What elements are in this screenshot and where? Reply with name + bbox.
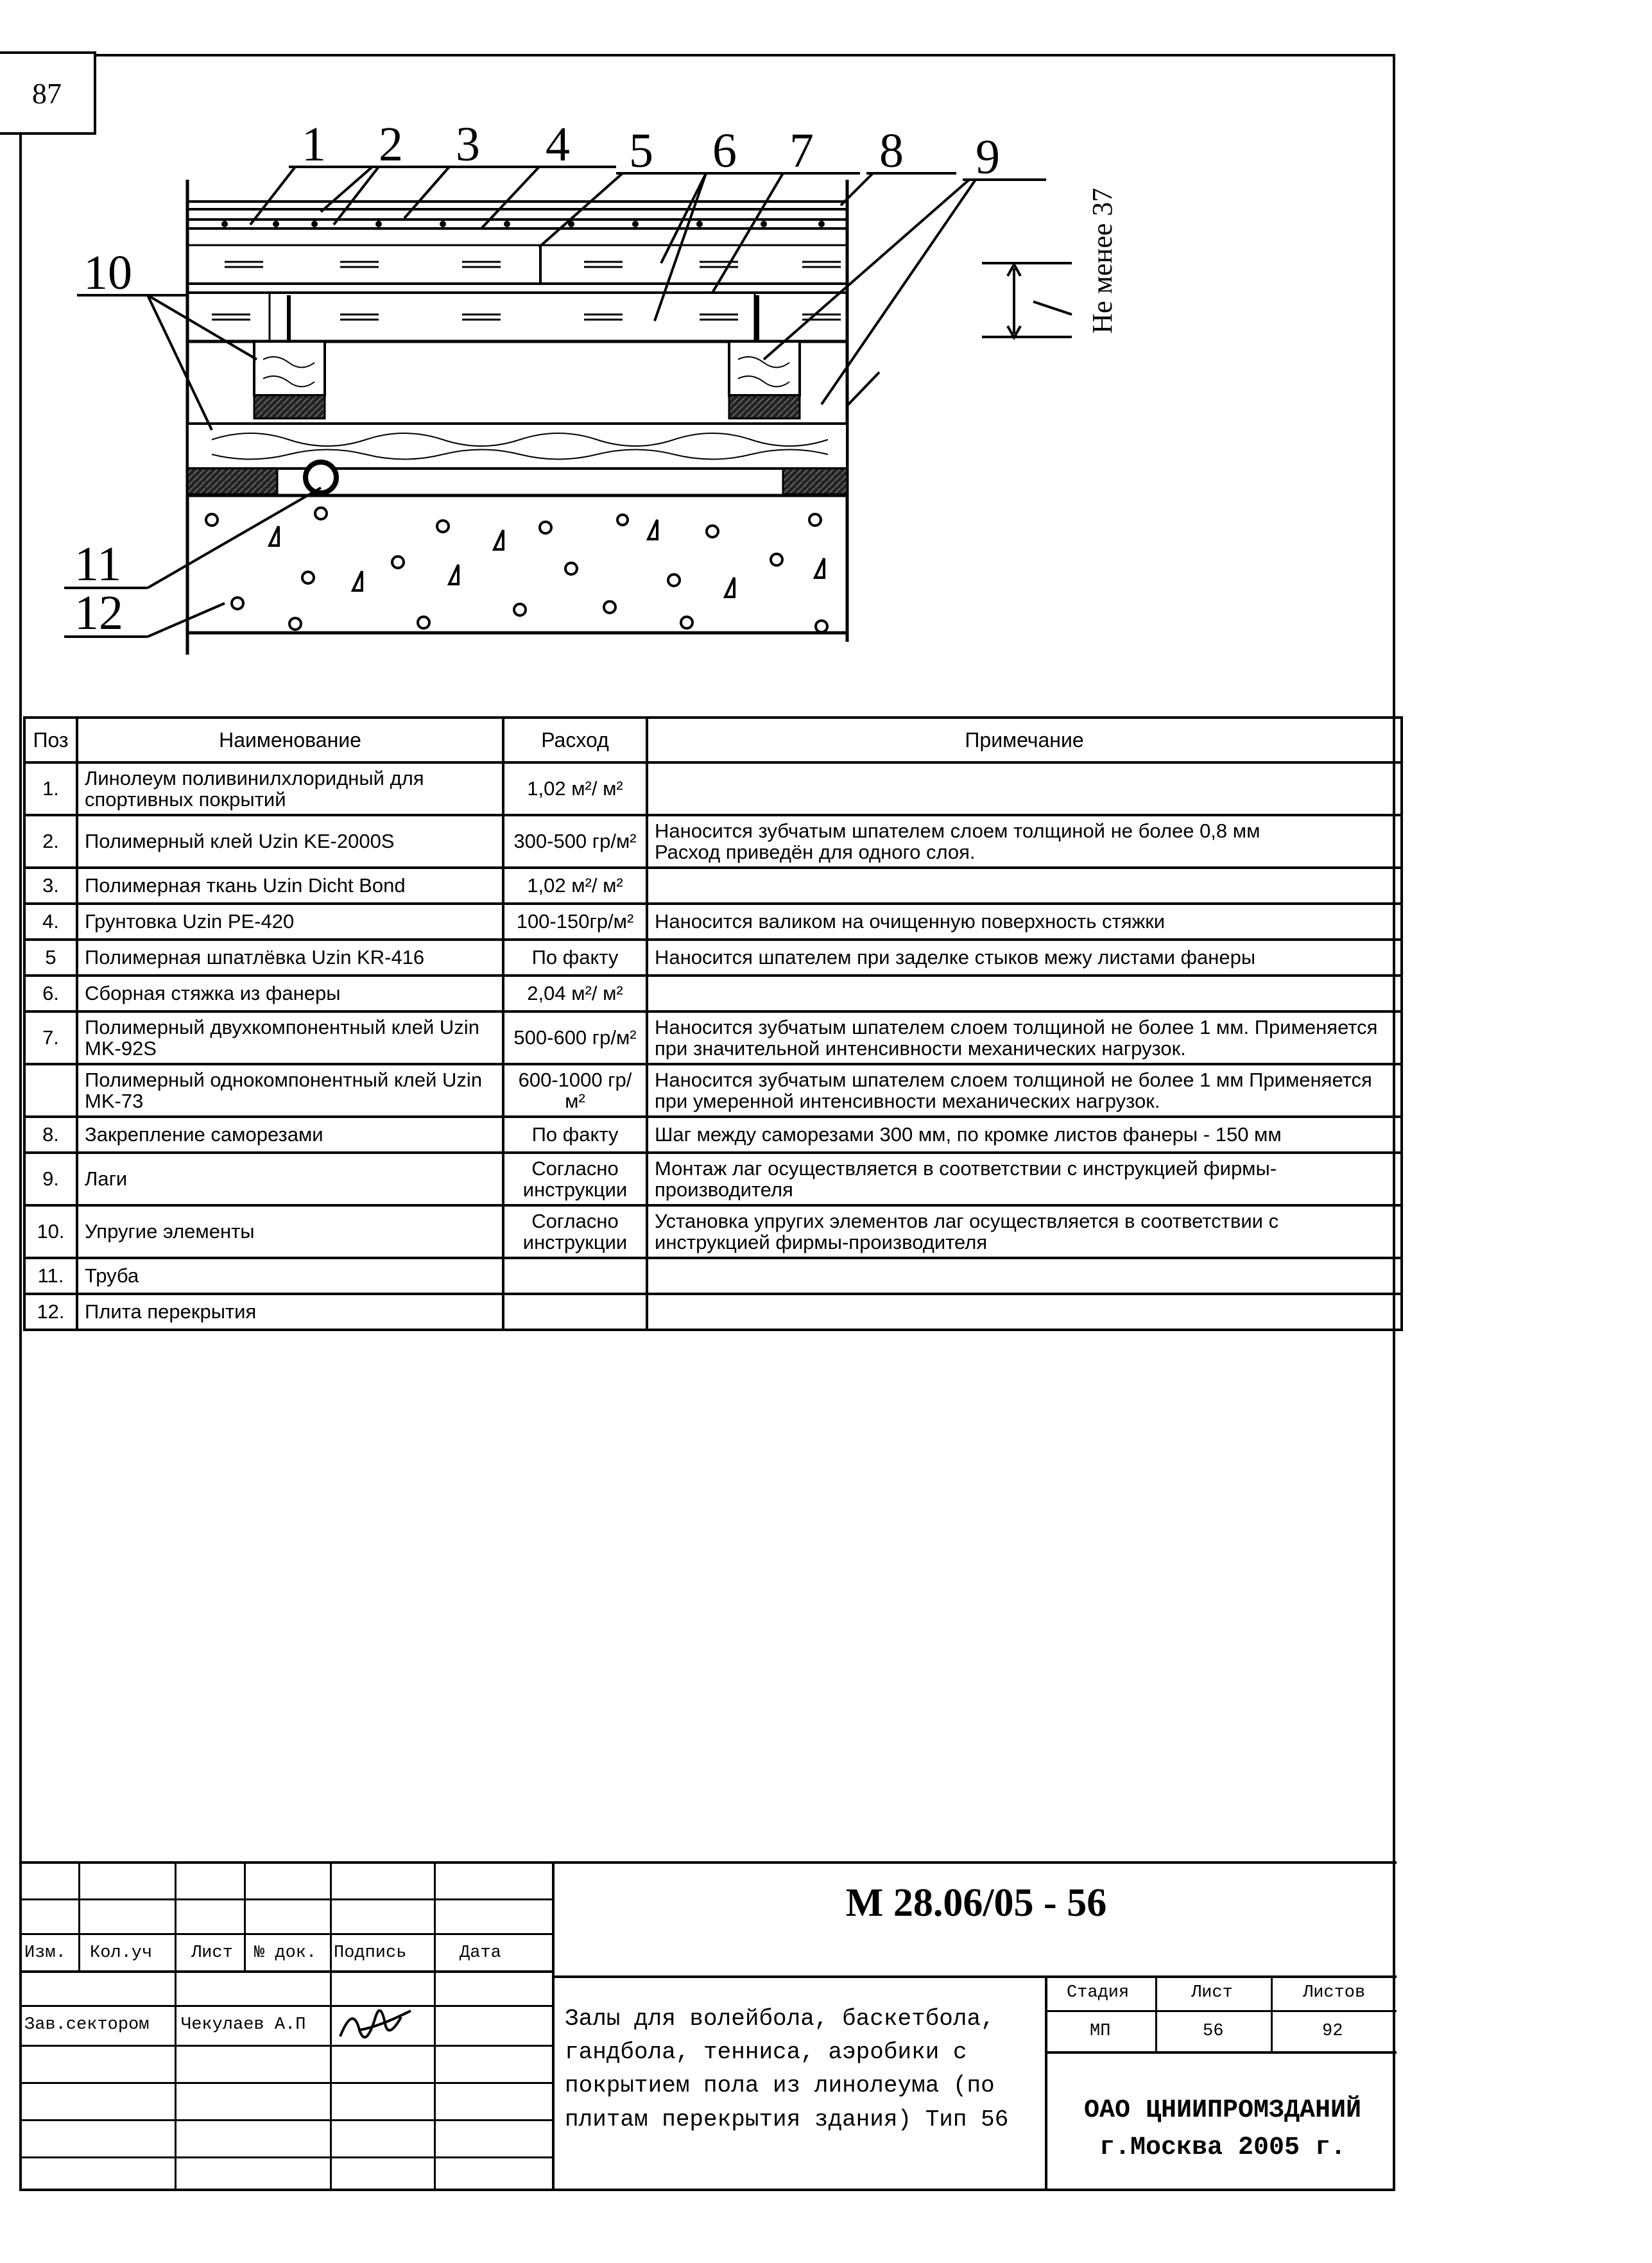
table-body: [24, 762, 1402, 1330]
row-rate: 1,02 м²/ м²: [503, 868, 647, 904]
table-row: [24, 815, 1402, 868]
row-pos: 3.: [24, 868, 77, 904]
organization: [1046, 2092, 1399, 2167]
row-note: Наносится шпателем при заделке стыков межу листами фанеры: [647, 940, 1402, 976]
row-rate: [503, 1294, 647, 1330]
row-pos: 6.: [24, 976, 77, 1011]
org-name: ОАО ЦНИИПРОМЗДАНИЙ: [1083, 2096, 1362, 2125]
row-note: Шаг между саморезами 300 мм, по кромке листов фанеры - 150 мм: [647, 1117, 1402, 1153]
row-pos: 8.: [24, 1117, 77, 1153]
header-name: Наименование: [77, 718, 503, 762]
callout-8: 8: [879, 124, 904, 178]
drawing-title: Залы для волейбола, баскетбола, гандбола, тенниса, аэробики с покрытием пола из линолеума (по плитам перекрытия здания) Тип 56: [565, 2006, 1009, 2133]
row-note: [647, 762, 1402, 815]
callout-3: 3: [456, 117, 480, 171]
callout-12: 12: [74, 586, 123, 640]
table-header-row: [24, 718, 1402, 762]
row-rate: 1,02 м²/ м²: [503, 762, 647, 815]
row-pos: 5: [24, 940, 77, 976]
row-name: Труба: [77, 1258, 503, 1294]
row-note: [647, 1258, 1402, 1294]
callout-10: 10: [83, 246, 132, 300]
row-note: Наносится зубчатым шпателем слоем толщиной не более 1 мм Применяется при умеренной интенсивности механических нагрузок.: [647, 1064, 1402, 1117]
table-row: [24, 940, 1402, 976]
row-name: Грунтовка Uzin PE-420: [77, 904, 503, 940]
sheets-label: Листов: [1303, 1983, 1366, 2002]
table-row: [24, 1294, 1402, 1330]
col-podpis-label: Подпись: [334, 1943, 407, 1963]
row-pos: 11.: [24, 1258, 77, 1294]
callout-1: 1: [302, 117, 326, 171]
table-row: [24, 1153, 1402, 1205]
row-note: [647, 1294, 1402, 1330]
table-row: [24, 1258, 1402, 1294]
col-list-label: Лист: [191, 1943, 233, 1963]
row-pos: 4.: [24, 904, 77, 940]
stage-value: МП: [1090, 2022, 1111, 2041]
row-name: Линолеум поливинилхлоридный для спортивных покрытий: [77, 762, 503, 815]
row-name: Полимерный клей Uzin KE-2000S: [77, 815, 503, 868]
row-name: Упругие элементы: [77, 1205, 503, 1258]
row-rate: 600-1000 гр/м²: [503, 1064, 647, 1117]
row-note: Монтаж лаг осуществляется в соответствии с инструкцией фирмы-производителя: [647, 1153, 1402, 1205]
row-rate: [503, 1258, 647, 1294]
table-row: [24, 1011, 1402, 1064]
row-name: Полимерный однокомпонентный клей Uzin MK-73: [77, 1064, 503, 1117]
document-code: М 28.06/05 - 56: [845, 1881, 1107, 1925]
row-note: Наносится валиком на очищенную поверхность стяжки: [647, 904, 1402, 940]
person-name: Чекулаев А.П: [181, 2015, 306, 2035]
row-rate: По факту: [503, 1117, 647, 1153]
callout-2: 2: [379, 117, 403, 171]
specification-table: [23, 716, 1403, 1331]
page-number: 87: [0, 51, 96, 135]
row-rate: Согласно инструкции: [503, 1153, 647, 1205]
row-name: Полимерная шпатлёвка Uzin KR-416: [77, 940, 503, 976]
row-rate: Согласно инструкции: [503, 1205, 647, 1258]
row-name: Закрепление саморезами: [77, 1117, 503, 1153]
dimension-label: Не менее 37: [1087, 187, 1118, 334]
sheet-label: Лист: [1191, 1983, 1233, 2002]
col-izm-label: Изм.: [24, 1943, 66, 1963]
table-row: [24, 976, 1402, 1011]
stage-label: Стадия: [1067, 1983, 1130, 2002]
header-note: Примечание: [647, 718, 1402, 762]
row-pos: 12.: [24, 1294, 77, 1330]
row-pos: 9.: [24, 1153, 77, 1205]
row-name: Полимерная ткань Uzin Dicht Bond: [77, 868, 503, 904]
sheet-value: 56: [1203, 2022, 1224, 2041]
row-note: [647, 868, 1402, 904]
role-label: Зав.сектором: [24, 2015, 150, 2035]
row-rate: 500-600 гр/м²: [503, 1011, 647, 1064]
row-rate: 2,04 м²/ м²: [503, 976, 647, 1011]
row-note: Наносится зубчатым шпателем слоем толщиной не более 1 мм. Применяется при значительной интенсивности механических нагрузок.: [647, 1011, 1402, 1064]
row-name: Плита перекрытия: [77, 1294, 503, 1330]
callout-4: 4: [546, 117, 570, 171]
callout-7: 7: [789, 124, 814, 178]
col-kol-label: Кол.уч: [90, 1943, 153, 1963]
row-rate: 100-150гр/м²: [503, 904, 647, 940]
callout-9: 9: [976, 130, 1000, 184]
header-rate: Расход: [503, 718, 647, 762]
table-row: [24, 1117, 1402, 1153]
col-ndok-label: № док.: [254, 1943, 317, 1963]
header-pos: Поз: [24, 718, 77, 762]
col-data-label: Дата: [460, 1943, 501, 1963]
row-name: Сборная стяжка из фанеры: [77, 976, 503, 1011]
row-name: Лаги: [77, 1153, 503, 1205]
signature: [334, 2001, 424, 2046]
table-row: [24, 1205, 1402, 1258]
row-note: Наносится зубчатым шпателем слоем толщиной не более 0,8 мм Расход приведён для одного слоя.: [647, 815, 1402, 868]
table-row: [24, 868, 1402, 904]
org-city-year: г.Москва 2005 г.: [1099, 2133, 1347, 2162]
row-pos: [24, 1064, 77, 1117]
callout-6: 6: [712, 124, 737, 178]
table-row: [24, 904, 1402, 940]
row-pos: 10.: [24, 1205, 77, 1258]
callout-5: 5: [629, 124, 653, 178]
row-rate: По факту: [503, 940, 647, 976]
floor-section-drawing: [19, 103, 1395, 680]
row-rate: 300-500 гр/м²: [503, 815, 647, 868]
row-pos: 1.: [24, 762, 77, 815]
table-row: [24, 1064, 1402, 1117]
row-note: [647, 976, 1402, 1011]
row-pos: 7.: [24, 1011, 77, 1064]
table-row: [24, 762, 1402, 815]
row-note: Установка упругих элементов лаг осуществляется в соответствии с инструкцией фирмы-производителя: [647, 1205, 1402, 1258]
sheets-value: 92: [1322, 2022, 1343, 2041]
row-pos: 2.: [24, 815, 77, 868]
row-name: Полимерный двухкомпонентный клей Uzin MK-92S: [77, 1011, 503, 1064]
callout-11: 11: [74, 537, 122, 591]
